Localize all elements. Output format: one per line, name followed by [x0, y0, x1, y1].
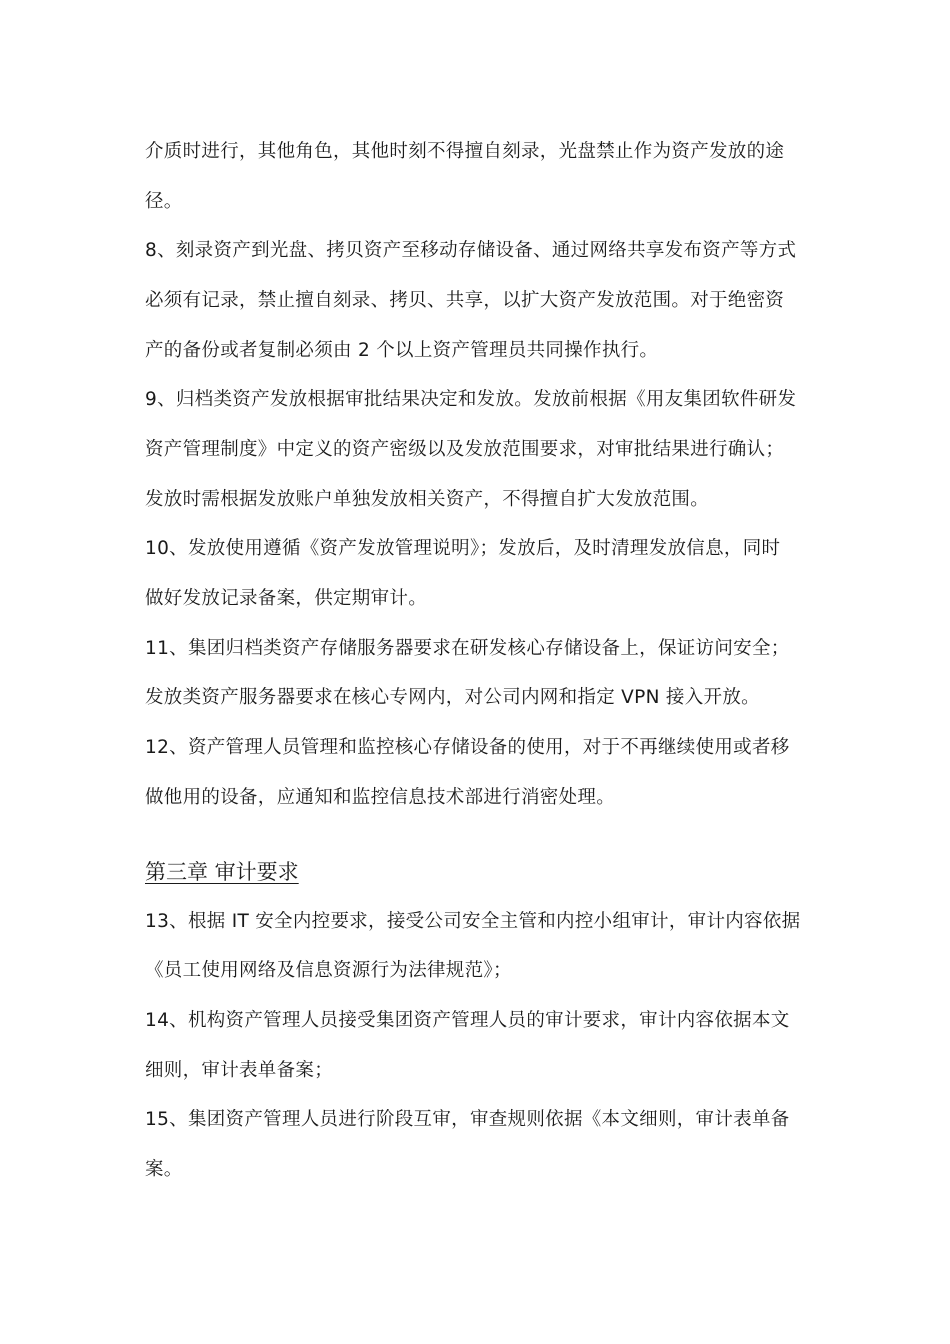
list-item-12-line: 12、资产管理人员管理和监控核心存储设备的使用，对于不再继续使用或者移 [145, 737, 790, 758]
list-item-11-line: 11、集团归档类资产存储服务器要求在研发核心存储设备上，保证访问安全； [145, 638, 790, 659]
chapter-heading: 第三章 审计要求 [145, 860, 299, 884]
body-text-line: 做好发放记录备案，供定期审计。 [145, 588, 428, 609]
body-text-line: 发放类资产服务器要求在核心专网内，对公司内网和指定 VPN 接入开放。 [145, 687, 760, 708]
list-item-8-line: 8、刻录资产到光盘、拷贝资产至移动存储设备、通过网络共享发布资产等方式 [145, 240, 797, 261]
body-text-line: 介质时进行，其他角色，其他时刻不得擅自刻录，光盘禁止作为资产发放的途 [145, 141, 785, 162]
body-text-line: 发放时需根据发放账户单独发放相关资产，不得擅自扩大发放范围。 [145, 489, 710, 510]
body-text-line: 《员工使用网络及信息资源行为法律规范》； [145, 960, 512, 981]
body-text-line: 必须有记录，禁止擅自刻录、拷贝、共享，以扩大资产发放范围。对于绝密资 [145, 290, 785, 311]
body-text-line: 做他用的设备，应通知和监控信息技术部进行消密处理。 [145, 787, 616, 808]
list-item-14-line: 14、机构资产管理人员接受集团资产管理人员的审计要求，审计内容依据本文 [145, 1010, 790, 1031]
body-text-line: 资产管理制度》中定义的资产密级以及发放范围要求，对审批结果进行确认； [145, 439, 785, 460]
body-text-line: 细则，审计表单备案； [145, 1060, 334, 1081]
body-text-line: 产的备份或者复制必须由 2 个以上资产管理员共同操作执行。 [145, 340, 659, 361]
list-item-15-line: 15、集团资产管理人员进行阶段互审，审查规则依据《本文细则，审计表单备 [145, 1109, 790, 1130]
body-text-line: 径。 [145, 191, 183, 212]
list-item-13-line: 13、根据 IT 安全内控要求，接受公司安全主管和内控小组审计，审计内容依据 [145, 911, 801, 932]
list-item-10-line: 10、发放使用遵循《资产发放管理说明》；发放后，及时清理发放信息，同时 [145, 538, 781, 559]
list-item-9-line: 9、归档类资产发放根据审批结果决定和发放。发放前根据《用友集团软件研发 [145, 389, 797, 410]
body-text-line: 案。 [145, 1159, 183, 1180]
